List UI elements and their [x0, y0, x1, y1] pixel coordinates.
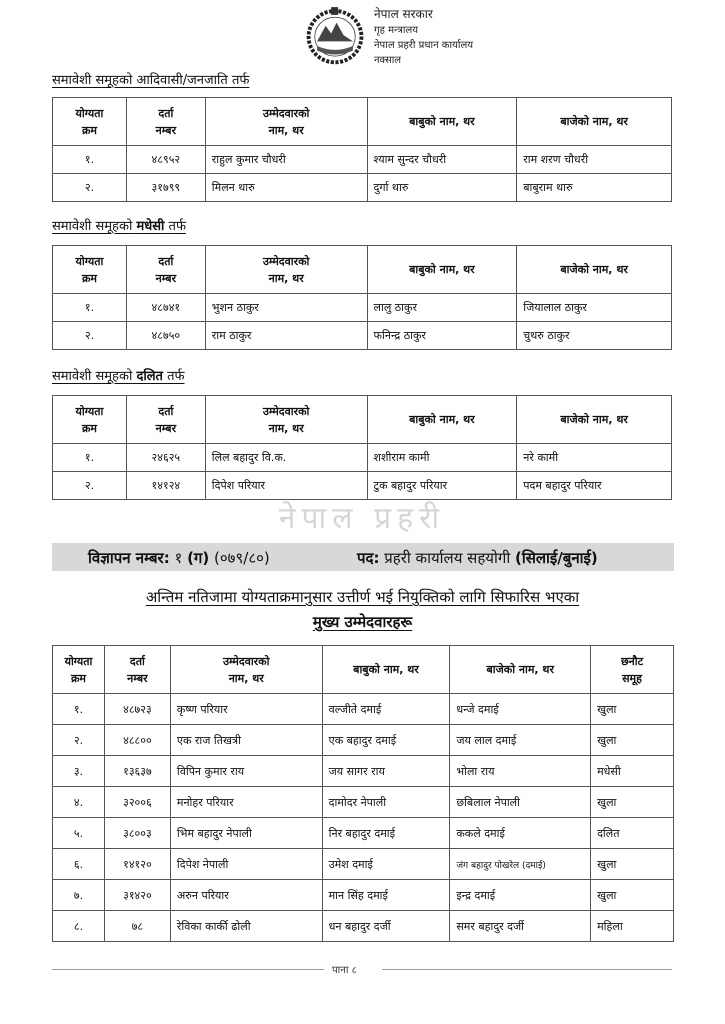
header-name: उम्मेदवारको नाम, थर: [205, 246, 367, 294]
cell-reg: १४१२०: [104, 849, 170, 880]
cell-grandfather: भोला राय: [450, 756, 591, 787]
table-madhesi: [52, 245, 672, 350]
cell-name: मिलन थारु: [205, 174, 367, 202]
section-title-group: दलित: [136, 369, 163, 384]
cell-father: निर बहादुर दमाई: [322, 818, 450, 849]
cell-group: खुला: [591, 849, 674, 880]
main-candidates-heading: मुख्य उम्मेदवारहरू: [312, 613, 413, 631]
cell-reg: ४८९५२: [126, 146, 205, 174]
cell-rank: ४.: [53, 787, 105, 818]
table-header-row: [53, 246, 672, 294]
cell-grandfather: जियालाल ठाकुर: [517, 294, 672, 322]
section-title-suffix: तर्फ: [168, 219, 186, 234]
emblem-line-2: नेपाल प्रहरी प्रधान कार्यालय: [374, 40, 474, 51]
header-grandfather: बाजेको नाम, थर: [517, 246, 672, 294]
post-trade: (सिलाई/बुनाई): [514, 549, 598, 567]
cell-group: खुला: [591, 787, 674, 818]
cell-name: दिपेश नेपाली: [170, 849, 322, 880]
header-grandfather: बाजेको नाम, थर: [517, 98, 672, 146]
section-title-group: आदिवासी/जनजाति: [136, 73, 228, 88]
header-father: बाबुको नाम, थर: [367, 396, 517, 444]
cell-father: धन बहादुर दर्जी: [322, 911, 450, 942]
cell-father: श्याम सुन्दर चौधरी: [367, 146, 517, 174]
cell-name: एक राज तिखत्री: [170, 725, 322, 756]
cell-grandfather: छबिलाल नेपाली: [450, 787, 591, 818]
table-row: [53, 444, 672, 472]
table-main-candidates: [52, 645, 674, 942]
advert-number-value: १: [174, 549, 183, 567]
cell-rank: २.: [53, 174, 127, 202]
cell-name: रेविका कार्की ढोली: [170, 911, 322, 942]
cell-name: मनोहर परियार: [170, 787, 322, 818]
cell-rank: ३.: [53, 756, 105, 787]
cell-grandfather: जंग बहादुर पोखरेल (दमाई): [450, 849, 591, 880]
section-title-dalit: [52, 366, 185, 384]
table-row: [53, 911, 674, 942]
cell-father: दामोदर नेपाली: [322, 787, 450, 818]
section-title-suffix: तर्फ: [231, 73, 250, 88]
footer-divider-right: [382, 969, 672, 970]
cell-name: अरुन परियार: [170, 880, 322, 911]
cell-reg: १४१२४: [126, 472, 205, 500]
cell-father: दुर्गा थारु: [367, 174, 517, 202]
table-row: [53, 725, 674, 756]
cell-father: लालु ठाकुर: [367, 294, 517, 322]
section-title-prefix: समावेशी समूहको: [52, 369, 133, 384]
cell-group: खुला: [591, 725, 674, 756]
table-row: [53, 818, 674, 849]
cell-rank: २.: [53, 322, 127, 350]
cell-rank: १.: [53, 444, 127, 472]
cell-father: वल्जीते दमाई: [322, 694, 450, 725]
cell-name: राहुल कुमार चौधरी: [205, 146, 367, 174]
cell-reg: ४८७२३: [104, 694, 170, 725]
cell-reg: ३२००६: [104, 787, 170, 818]
table-row: [53, 849, 674, 880]
cell-father: टुक बहादुर परियार: [367, 472, 517, 500]
cell-reg: ३८००३: [104, 818, 170, 849]
cell-grandfather: पदम बहादुर परियार: [517, 472, 672, 500]
section-title-prefix: समावेशी समूहको: [52, 219, 133, 234]
footer-divider-left: [52, 969, 324, 970]
emblem-top-text: नेपाल सरकार: [374, 7, 433, 21]
emblem-line-3: नक्साल: [374, 55, 402, 66]
cell-name: राम ठाकुर: [205, 322, 367, 350]
advert-number: [88, 548, 270, 568]
cell-rank: १.: [53, 294, 127, 322]
table-row: [53, 294, 672, 322]
watermark-text: नेपाल प्रहरी: [278, 501, 446, 536]
table-row: [53, 146, 672, 174]
cell-grandfather: राम शरण चौधरी: [517, 146, 672, 174]
post-name: प्रहरी कार्यालय सहयोगी: [384, 549, 511, 567]
cell-reg: ४८७५०: [126, 322, 205, 350]
table-row: [53, 787, 674, 818]
header-reg: दर्ता नम्बर: [126, 98, 205, 146]
cell-group: महिला: [591, 911, 674, 942]
table-row: [53, 880, 674, 911]
cell-rank: २.: [53, 725, 105, 756]
cell-father: एक बहादुर दमाई: [322, 725, 450, 756]
header-reg: दर्ता नम्बर: [104, 646, 170, 694]
header-rank: योग्यता क्रम: [53, 246, 127, 294]
cell-grandfather: चुथरु ठाकुर: [517, 322, 672, 350]
cell-grandfather: बाबुराम थारु: [517, 174, 672, 202]
table-header-row: [53, 98, 672, 146]
table-header-row: [53, 396, 672, 444]
section-title-madhesi: [52, 216, 186, 234]
advert-label: विज्ञापन नम्बर:: [88, 549, 170, 567]
cell-reg: ३१४२०: [104, 880, 170, 911]
cell-reg: २४६२५: [126, 444, 205, 472]
header-reg: दर्ता नम्बर: [126, 246, 205, 294]
post-label: पद:: [357, 549, 380, 567]
table-row: [53, 472, 672, 500]
section-title-group: मधेसी: [136, 219, 165, 234]
cell-group: खुला: [591, 880, 674, 911]
cell-group: दलित: [591, 818, 674, 849]
header-group: छनौट समूह: [591, 646, 674, 694]
cell-rank: ८.: [53, 911, 105, 942]
cell-grandfather: जय लाल दमाई: [450, 725, 591, 756]
cell-name: दिपेश परियार: [205, 472, 367, 500]
cell-name: कृष्ण परियार: [170, 694, 322, 725]
result-heading: अन्तिम नतिजामा योग्यताक्रमानुसार उत्तीर्ण भई नियुक्तिको लागि सिफारिस भएका: [145, 588, 580, 606]
cell-rank: १.: [53, 146, 127, 174]
table-header-row: [53, 646, 674, 694]
cell-reg: ४८८००: [104, 725, 170, 756]
cell-grandfather: इन्द्र दमाई: [450, 880, 591, 911]
emblem-text: [374, 6, 504, 68]
cell-father: मान सिंह दमाई: [322, 880, 450, 911]
cell-rank: ७.: [53, 880, 105, 911]
cell-grandfather: ककले दमाई: [450, 818, 591, 849]
nepal-government-emblem-icon: [300, 4, 370, 74]
watermark: [52, 500, 672, 538]
cell-name: भुशन ठाकुर: [205, 294, 367, 322]
header-name: उम्मेदवारको नाम, थर: [170, 646, 322, 694]
header-rank: योग्यता क्रम: [53, 98, 127, 146]
page-footer: [52, 962, 672, 976]
section-title-prefix: समावेशी समूहको: [52, 73, 133, 88]
cell-name: भिम बहादुर नेपाली: [170, 818, 322, 849]
header-name: उम्मेदवारको नाम, थर: [205, 98, 367, 146]
cell-father: फनिन्द्र ठाकुर: [367, 322, 517, 350]
cell-rank: १.: [53, 694, 105, 725]
cell-reg: १३६३७: [104, 756, 170, 787]
header-name: उम्मेदवारको नाम, थर: [205, 396, 367, 444]
cell-reg: ३१७९९: [126, 174, 205, 202]
cell-group: मधेसी: [591, 756, 674, 787]
header-grandfather: बाजेको नाम, थर: [450, 646, 591, 694]
cell-grandfather: धन्जे दमाई: [450, 694, 591, 725]
cell-name: विपिन कुमार राय: [170, 756, 322, 787]
section-title-suffix: तर्फ: [167, 369, 185, 384]
page-number: पाना ८: [332, 965, 357, 976]
cell-name: लिल बहादुर वि.क.: [205, 444, 367, 472]
cell-grandfather: समर बहादुर दर्जी: [450, 911, 591, 942]
advert-sub: (ग): [187, 549, 210, 567]
cell-rank: ५.: [53, 818, 105, 849]
section-title-janajati: [52, 70, 249, 88]
table-dalit: [52, 395, 672, 500]
cell-group: खुला: [591, 694, 674, 725]
cell-rank: ६.: [53, 849, 105, 880]
header-father: बाबुको नाम, थर: [322, 646, 450, 694]
table-janajati: [52, 97, 672, 202]
cell-father: जय सागर राय: [322, 756, 450, 787]
emblem-line-1: गृह मन्त्रालय: [374, 25, 419, 36]
header-father: बाबुको नाम, थर: [367, 98, 517, 146]
header-grandfather: बाजेको नाम, थर: [517, 396, 672, 444]
header-reg: दर्ता नम्बर: [126, 396, 205, 444]
advert-year: (०७९/८०): [214, 549, 270, 567]
header-father: बाबुको नाम, थर: [367, 246, 517, 294]
cell-father: शशीराम कामी: [367, 444, 517, 472]
advert-post: [357, 548, 598, 568]
header-rank: योग्यता क्रम: [53, 396, 127, 444]
cell-reg: ४८७४१: [126, 294, 205, 322]
cell-father: उमेश दमाई: [322, 849, 450, 880]
cell-rank: २.: [53, 472, 127, 500]
table-row: [53, 174, 672, 202]
table-row: [53, 694, 674, 725]
advertisement-banner: [52, 543, 674, 571]
table-row: [53, 322, 672, 350]
nepal-government-emblem: [300, 4, 500, 92]
cell-grandfather: नरे कामी: [517, 444, 672, 472]
header-rank: योग्यता क्रम: [53, 646, 105, 694]
cell-reg: ७८: [104, 911, 170, 942]
table-row: [53, 756, 674, 787]
